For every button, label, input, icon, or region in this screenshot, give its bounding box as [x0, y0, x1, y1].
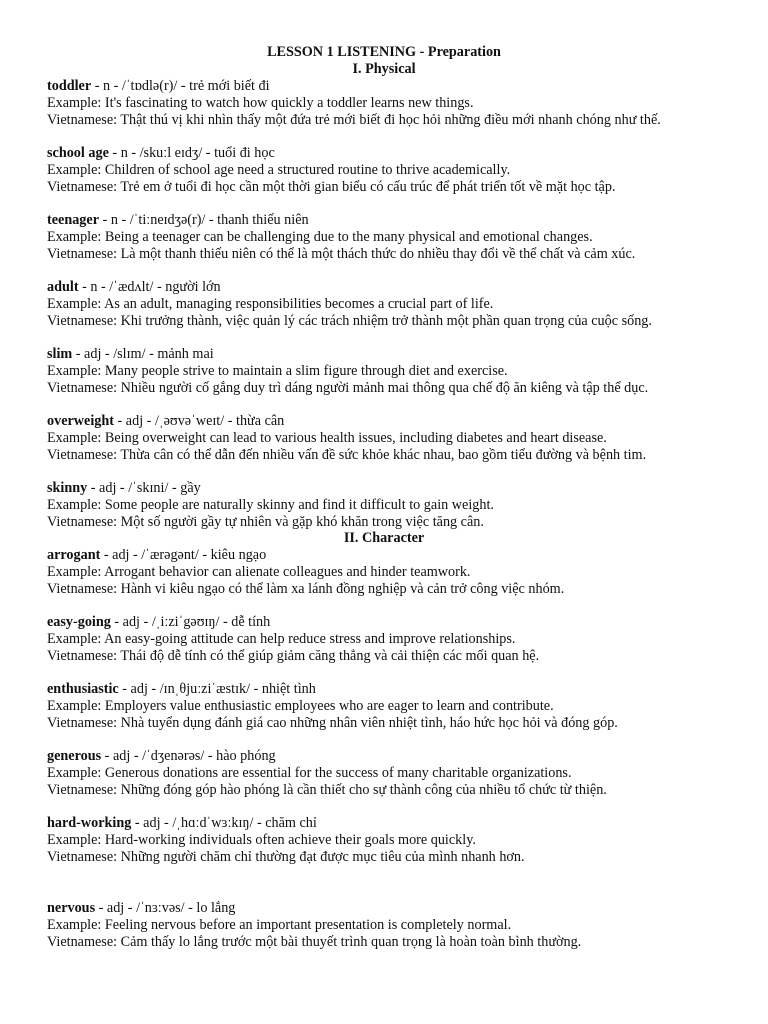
entry-headword-line [47, 78, 759, 95]
entry-vietnamese: Vietnamese: Nhiều người cố gắng duy trì dáng người mảnh mai thông qua chế độ ăn kiêng và tập thể dục. [47, 379, 649, 396]
vocab-entry-generous [47, 748, 759, 798]
entry-definition: - adj - /ˈdʒenərəs/ - hào phóng [101, 748, 276, 764]
entry-definition: - n - /skuːl eɪdʒ/ - tuổi đi học [108, 145, 275, 161]
entry-definition: - adj - /ˈærəgənt/ - kiêu ngạo [100, 547, 267, 563]
entry-headword-line [47, 815, 759, 832]
entry-term: nervous [47, 900, 96, 916]
entry-term: arrogant [47, 547, 101, 563]
vocab-entry-overweight [47, 413, 759, 463]
entry-example: Example: An easy-going attitude can help reduce stress and improve relationships. [47, 630, 516, 647]
entry-term: teenager [47, 212, 99, 228]
entry-example: Example: As an adult, managing responsibilities becomes a crucial part of life. [47, 295, 494, 312]
vocab-entry-skinny [47, 480, 759, 530]
entry-vietnamese: Vietnamese: Khi trưởng thành, việc quản lý các trách nhiệm trở thành một phần quan trọng của cuộc sống. [47, 312, 652, 329]
entry-definition: - adj - /ˈskɪni/ - gầy [87, 480, 201, 496]
entry-headword-line [47, 413, 759, 430]
vocab-entry-school-age [47, 145, 759, 195]
entry-vietnamese: Vietnamese: Những đóng góp hào phóng là cần thiết cho sự thành công của nhiều tổ chức từ thiện. [47, 781, 607, 798]
entry-term: overweight [47, 413, 114, 429]
vocab-entry-toddler [47, 78, 759, 128]
entry-example: Example: Arrogant behavior can alienate colleagues and hinder teamwork. [47, 563, 471, 580]
entry-definition: - adj - /slɪm/ - mảnh mai [72, 346, 214, 362]
entry-example: Example: Being overweight can lead to various health issues, including diabetes and heart disease. [47, 429, 607, 446]
entry-term: adult [47, 279, 79, 295]
entry-headword-line [47, 614, 759, 631]
entry-example: Example: Feeling nervous before an important presentation is completely normal. [47, 916, 512, 933]
entry-vietnamese: Vietnamese: Thừa cân có thể dẫn đến nhiều vấn đề sức khỏe khác nhau, bao gồm tiểu đường và bệnh tim. [47, 446, 647, 463]
entry-definition: - n - /ˈtiːneɪdʒə(r)/ - thanh thiếu niên [99, 212, 309, 228]
vocab-entry-teenager [47, 212, 759, 262]
entry-headword-line [47, 212, 759, 229]
entry-headword-line [47, 346, 759, 363]
entry-definition: - n - /ˈtɒdlə(r)/ - trẻ mới biết đi [91, 78, 270, 94]
entry-headword-line [47, 145, 759, 162]
vocab-entry-nervous [47, 900, 759, 950]
entry-term: school age [47, 145, 109, 161]
entry-example: Example: Generous donations are essential for the success of many charitable organizations. [47, 764, 572, 781]
entry-definition: - adj - /ˌhɑːdˈwɜːkɪŋ/ - chăm chỉ [131, 815, 317, 831]
entry-term: toddler [47, 78, 92, 94]
entry-definition: - adj - /ˌiːziˈgəʊɪŋ/ - dễ tính [110, 614, 271, 630]
vocab-entry-arrogant [47, 547, 759, 597]
entry-headword-line [47, 900, 759, 917]
entry-vietnamese: Vietnamese: Nhà tuyển dụng đánh giá cao những nhân viên nhiệt tình, háo hức học hỏi và đóng góp. [47, 714, 618, 731]
entry-headword-line [47, 681, 759, 698]
vocab-entry-easy-going [47, 614, 759, 664]
entry-example: Example: Hard-working individuals often achieve their goals more quickly. [47, 831, 476, 848]
entry-headword-line [47, 480, 759, 497]
entry-vietnamese: Vietnamese: Hành vi kiêu ngạo có thể làm xa lánh đồng nghiệp và cản trở công việc nhóm. [47, 580, 565, 597]
entry-definition: - adj - /ˌəʊvəˈweɪt/ - thừa cân [113, 413, 285, 429]
entry-term: generous [47, 748, 102, 764]
page-title: LESSON 1 LISTENING - Preparation [267, 44, 501, 60]
entry-vietnamese: Vietnamese: Những người chăm chỉ thường đạt được mục tiêu của mình nhanh hơn. [47, 848, 525, 865]
entry-example: Example: Many people strive to maintain a slim figure through diet and exercise. [47, 362, 508, 379]
entry-example: Example: Children of school age need a structured routine to thrive academically. [47, 161, 511, 178]
entry-example: Example: It's fascinating to watch how quickly a toddler learns new things. [47, 94, 474, 111]
entry-definition: - adj - /ɪnˌθjuːziˈæstɪk/ - nhiệt tình [118, 681, 316, 697]
entry-headword-line [47, 748, 759, 765]
entry-term: easy-going [47, 614, 111, 630]
entry-example: Example: Some people are naturally skinny and find it difficult to gain weight. [47, 496, 494, 513]
entry-headword-line [47, 279, 759, 296]
section-heading-character: II. Character [343, 530, 425, 546]
entry-term: hard-working [47, 815, 132, 831]
entry-definition: - adj - /ˈnɜːvəs/ - lo lắng [95, 900, 236, 916]
entry-term: enthusiastic [47, 681, 119, 697]
entry-vietnamese: Vietnamese: Thật thú vị khi nhìn thấy một đứa trẻ mới biết đi học hỏi những điều mới nhanh chóng như thế. [47, 111, 661, 128]
section-heading-physical: I. Physical [352, 61, 416, 77]
entry-vietnamese: Vietnamese: Trẻ em ở tuổi đi học cần một thời gian biểu có cấu trúc để phát triển tốt về mặt học tập. [47, 178, 616, 195]
entry-vietnamese: Vietnamese: Cảm thấy lo lắng trước một bài thuyết trình quan trọng là hoàn toàn bình thường. [47, 933, 582, 950]
vocab-entry-adult [47, 279, 759, 329]
entry-vietnamese: Vietnamese: Là một thanh thiếu niên có thể là một thách thức do nhiều thay đổi về thể chất và cảm xúc. [47, 245, 636, 262]
vocab-entry-hard-working [47, 815, 759, 865]
entry-vietnamese: Vietnamese: Thái độ dễ tính có thể giúp giảm căng thẳng và cải thiện các mối quan hệ. [47, 647, 540, 664]
entry-example: Example: Being a teenager can be challenging due to the many physical and emotional changes. [47, 228, 593, 245]
entry-example: Example: Employers value enthusiastic employees who are eager to learn and contribute. [47, 697, 554, 714]
entry-term: skinny [47, 480, 88, 496]
vocab-entry-enthusiastic [47, 681, 759, 731]
entry-vietnamese: Vietnamese: Một số người gầy tự nhiên và gặp khó khăn trong việc tăng cân. [47, 513, 484, 530]
vocab-entry-slim [47, 346, 759, 396]
entry-term: slim [47, 346, 73, 362]
entry-headword-line [47, 547, 759, 564]
entry-definition: - n - /ˈædʌlt/ - người lớn [78, 279, 221, 295]
